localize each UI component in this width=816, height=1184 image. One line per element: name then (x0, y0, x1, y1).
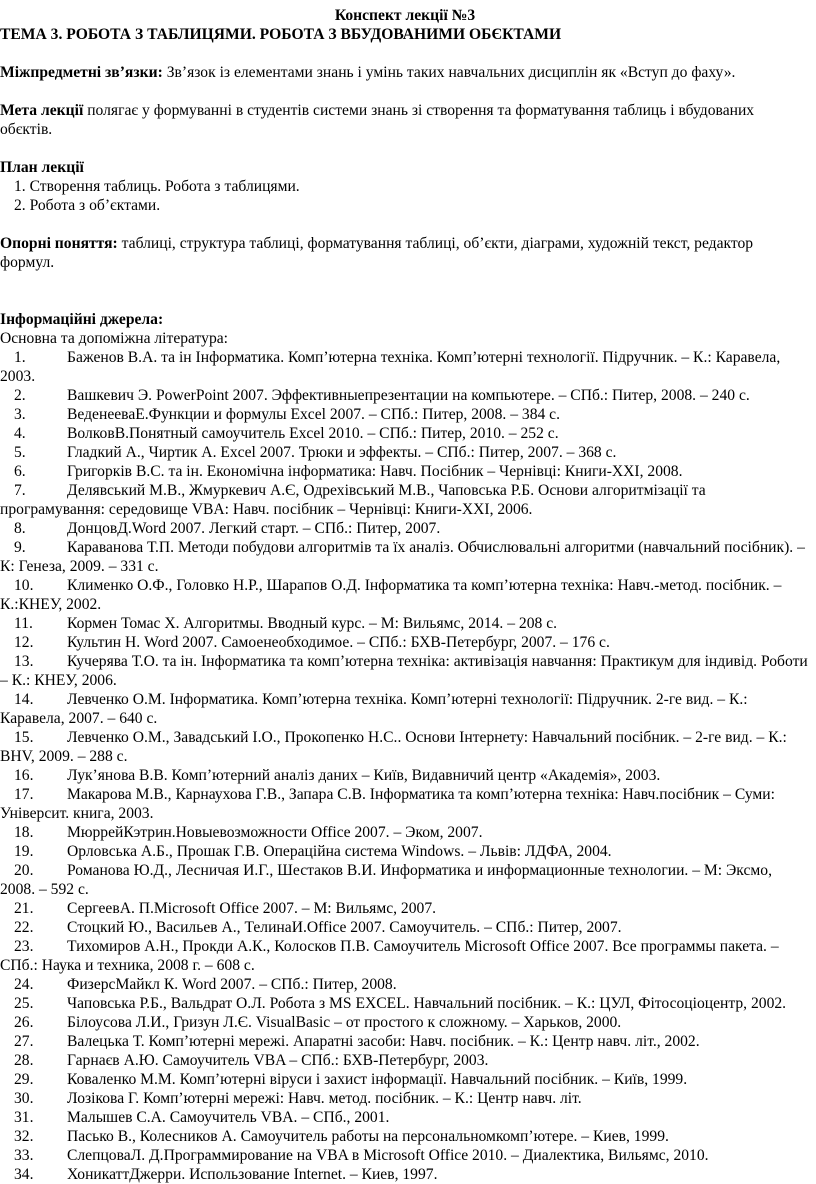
reference-item (0, 785, 810, 823)
plan-heading: План лекції (0, 159, 84, 176)
reference-text: ДонцовД.Word 2007. Легкий старт. – СПб.: Питер, 2007. (67, 520, 441, 537)
reference-item (0, 519, 810, 538)
reference-number: 32. (14, 1128, 34, 1145)
reference-item (0, 1089, 810, 1108)
reference-item (0, 937, 810, 975)
reference-item (0, 386, 810, 405)
reference-number: 9. (14, 539, 26, 556)
goal-text: полягає у формуванні в студентів системи знань зі створення та форматування таблиць і вбудованих обєктів. (0, 102, 755, 138)
reference-number: 8. (14, 520, 26, 537)
reference-number: 22. (14, 919, 34, 936)
reference-item (0, 614, 810, 633)
reference-number: 4. (14, 425, 26, 442)
reference-text: Коваленко М.М. Комп’ютерні віруси і захист інформації. Навчальний посібник. – Київ, 1999. (67, 1071, 688, 1088)
reference-number: 25. (14, 995, 34, 1012)
reference-item (0, 576, 810, 614)
reference-item (0, 1013, 810, 1032)
lecture-notes-page (0, 6, 810, 1184)
reference-item (0, 728, 810, 766)
reference-text: Лозікова Г. Комп’ютерні мережі: Навч. метод. посібник. – К.: Центр навч. літ. (67, 1090, 582, 1107)
reference-text: ФизерсМайкл К. Word 2007. – СПб.: Питер, 2008. (67, 976, 397, 993)
reference-text: Культин Н. Word 2007. Самоенеобходимое. – СПб.: БХВ-Петербург, 2007. – 176 с. (67, 634, 610, 651)
reference-item (0, 842, 810, 861)
spacer (0, 272, 810, 310)
reference-item (0, 823, 810, 842)
reference-text: Левченко О.М., Завадський І.О., Прокопенко Н.С.. Основи Інтернету: Навчальний посібник. – 2-ге вид. – К.: BHV, 2009. – 288 с. (0, 729, 787, 765)
spacer (0, 139, 810, 158)
reference-item (0, 481, 810, 519)
reference-number: 10. (14, 577, 34, 594)
reference-text: Делявський М.В., Жмуркевич А.Є, Одрехівський М.В., Чаповська Р.Б. Основи алгоритмізації та програмування: середовище VBA: Навч. посібник – Чернівці: Книги-ХХІ, 2006. (0, 482, 706, 518)
reference-number: 18. (14, 824, 34, 841)
reference-text: ВеденееваЕ.Функции и формулы Excel 2007. – СПб.: Питер, 2008. – 384 с. (67, 406, 560, 423)
references-list (0, 348, 810, 1184)
reference-item (0, 690, 810, 728)
reference-text: Лук’янова В.В. Комп’ютерний аналіз даних – Київ, Видавничий центр «Академія», 2003. (67, 767, 661, 784)
reference-text: Тихомиров А.Н., Прокди А.К., Колосков П.В. Самоучитель Microsoft Office 2007. Все программы пакета. – СПб.: Наука и техника, 2008 г. – 608 с. (0, 938, 779, 974)
reference-text: Малышев С.А. Самоучитель VBA. – СПб., 2001. (67, 1109, 390, 1126)
reference-text: Григорків В.С. та ін. Економічна інформатика: Навч. Посібник – Чернівці: Книги-ХХІ, 2008. (67, 463, 683, 480)
reference-item (0, 994, 810, 1013)
reference-item (0, 443, 810, 462)
reference-number: 21. (14, 900, 34, 917)
reference-text: Стоцкий Ю., Васильев А., ТелинаИ.Office 2007. Самоучитель. – СПб.: Питер, 2007. (67, 919, 622, 936)
reference-number: 19. (14, 843, 34, 860)
reference-item (0, 1070, 810, 1089)
reference-item (0, 462, 810, 481)
reference-number: 12. (14, 634, 34, 651)
reference-text: Караванова Т.П. Методи побудови алгоритмів та їх аналіз. Обчислювальні алгоритми (навчальний посібник). – К: Генеза, 2009. – 331 с. (0, 539, 805, 575)
reference-number: 23. (14, 938, 34, 955)
reference-text: Кучерява Т.О. та ін. Інформатика та комп’ютерна техніка: активізація навчання: Практикум для індивід. Роботи – К.: КНЕУ, 2006. (0, 653, 808, 689)
sources-subtitle: Основна та допоміжна література: (0, 330, 229, 347)
reference-text: Орловська А.Б., Прошак Г.В. Операційна система Windows. – Львів: ЛДФА, 2004. (67, 843, 612, 860)
reference-text: Білоусова Л.И., Гризун Л.Є. VisualBasic – от простого к сложному. – Харьков, 2000. (67, 1014, 622, 1031)
concepts-paragraph (0, 234, 810, 272)
document-title: Конспект лекції №3 (334, 7, 476, 24)
reference-number: 1. (14, 349, 26, 366)
reference-number: 33. (14, 1147, 34, 1164)
goal-paragraph (0, 101, 810, 139)
reference-number: 16. (14, 767, 34, 784)
reference-text: Вашкевич Э. PowerPoint 2007. Эффективныепрезентации на компьютере. – СПб.: Питер, 2008. – 240 с. (67, 387, 750, 404)
reference-number: 17. (14, 786, 34, 803)
concepts-text: таблиці, структура таблиці, форматування таблиці, об’єкти, діаграми, художній текст, редактор формул. (0, 235, 754, 271)
reference-number: 28. (14, 1052, 34, 1069)
reference-item (0, 1108, 810, 1127)
reference-text: Левченко О.М. Інформатика. Комп’ютерна техніка. Комп’ютерні технології: Підручник. 2-ге вид. – К.: Каравела, 2007. – 640 с. (0, 691, 748, 727)
reference-text: МюррейКэтрин.Новыевозможности Office 2007. – Эком, 2007. (67, 824, 483, 841)
reference-item (0, 766, 810, 785)
reference-text: Романова Ю.Д., Лесничая И.Г., Шестаков В.И. Информатика и информационные технологии. – М: Эксмо, 2008. – 592 с. (0, 862, 772, 898)
spacer (0, 44, 810, 63)
reference-item (0, 652, 810, 690)
spacer (0, 215, 810, 234)
reference-item (0, 633, 810, 652)
reference-number: 30. (14, 1090, 34, 1107)
reference-number: 34. (14, 1166, 34, 1183)
reference-number: 24. (14, 976, 34, 993)
interdisciplinary-text: Зв’язок із елементами знань і умінь таких навчальних дисциплін як «Вступ до фаху». (162, 64, 736, 81)
reference-number: 29. (14, 1071, 34, 1088)
reference-item (0, 918, 810, 937)
reference-item (0, 424, 810, 443)
reference-text: Гладкий А., Чиртик А. Excel 2007. Трюки и эффекты. – СПб.: Питер, 2007. – 368 с. (67, 444, 617, 461)
reference-item (0, 538, 810, 576)
reference-number: 27. (14, 1033, 34, 1050)
reference-number: 15. (14, 729, 34, 746)
reference-text: Гарнаєв А.Ю. Самоучитель VBA – СПб.: БХВ-Петербург, 2003. (67, 1052, 489, 1069)
reference-item (0, 1051, 810, 1070)
reference-text: Баженов В.А. та ін Інформатика. Комп’ютерна техніка. Комп’ютерні технології. Підручник. – К.: Каравела, 2003. (0, 349, 781, 385)
reference-number: 13. (14, 653, 34, 670)
reference-text: Макарова М.В., Карнаухова Г.В., Запара С.В. Інформатика та комп’ютерна техніка: Навч.посібник – Суми: Університ. книга, 2003. (0, 786, 775, 822)
reference-item (0, 1146, 810, 1165)
reference-item (0, 975, 810, 994)
reference-text: СлепцоваЛ. Д.Программирование на VBA в Microsoft Office 2010. – Диалектика, Вильямс, 2010. (67, 1147, 709, 1164)
reference-text: Чаповська Р.Б., Вальдрат О.Л. Робота з MS EXCEL. Навчальний посібник. – К.: ЦУЛ, Фітосоціоцентр, 2002. (67, 995, 787, 1012)
reference-item (0, 1032, 810, 1051)
reference-text: Кормен Томас Х. Алгоритмы. Вводный курс. – М: Вильямс, 2014. – 208 с. (67, 615, 558, 632)
reference-item (0, 861, 810, 899)
plan-item: 1. Створення таблиць. Робота з таблицями. (14, 178, 300, 195)
plan-item: 2. Робота з об’єктами. (14, 197, 161, 214)
reference-item (0, 899, 810, 918)
reference-number: 2. (14, 387, 26, 404)
goal-label: Мета лекції (0, 102, 84, 119)
interdisciplinary-label: Міжпредметні зв’язки: (0, 64, 163, 81)
reference-number: 26. (14, 1014, 34, 1031)
reference-number: 11. (14, 615, 33, 632)
interdisciplinary-paragraph (0, 63, 810, 82)
concepts-label: Опорні поняття: (0, 235, 118, 252)
reference-number: 3. (14, 406, 26, 423)
reference-number: 7. (14, 482, 26, 499)
reference-number: 31. (14, 1109, 34, 1126)
reference-number: 6. (14, 463, 26, 480)
reference-number: 5. (14, 444, 26, 461)
spacer (0, 82, 810, 101)
reference-text: СергеевА. П.Microsoft Office 2007. – М: Вильямс, 2007. (67, 900, 437, 917)
reference-text: Валецька Т. Комп’ютерні мережі. Апаратні засоби: Навч. посібник. – К.: Центр навч. літ., 2002. (67, 1033, 700, 1050)
sources-heading: Інформаційні джерела: (0, 311, 164, 328)
reference-text: ВолковВ.Понятный самоучитель Excel 2010. – СПб.: Питер, 2010. – 252 с. (67, 425, 559, 442)
reference-text: Пасько В., Колесников А. Самоучитель работы на персональномкомп’ютере. – Киев, 1999. (67, 1128, 669, 1145)
reference-number: 20. (14, 862, 34, 879)
reference-text: ХоникаттДжерри. Использование Internet. – Киев, 1997. (67, 1166, 438, 1183)
reference-item (0, 1127, 810, 1146)
reference-item (0, 1165, 810, 1184)
reference-item (0, 405, 810, 424)
reference-item (0, 348, 810, 386)
plan-list (0, 177, 810, 215)
topic-heading: ТЕМА 3. РОБОТА З ТАБЛИЦЯМИ. РОБОТА З ВБУДОВАНИМИ ОБЄКТАМИ (0, 26, 562, 43)
reference-number: 14. (14, 691, 34, 708)
reference-text: Клименко О.Ф., Головко Н.Р., Шарапов О.Д. Інформатика та комп’ютерна техніка: Навч.-метод. посібник. – К.:КНЕУ, 2002. (0, 577, 782, 613)
